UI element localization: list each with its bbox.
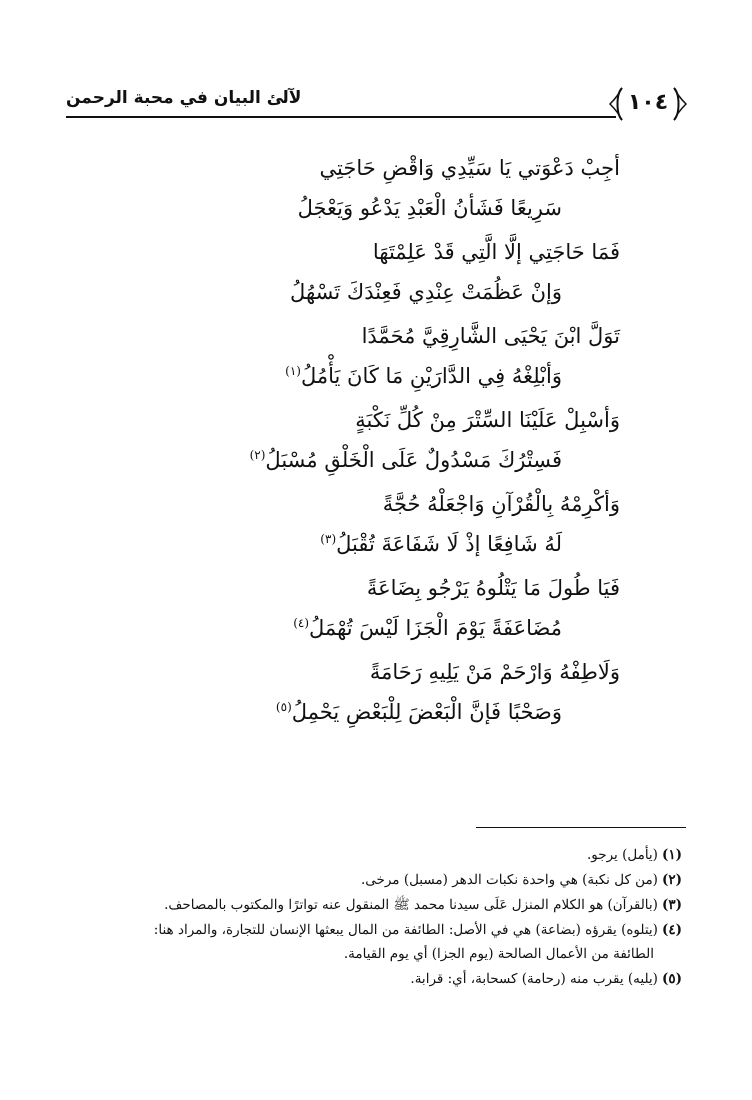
footnote-text: (يليه) يقرب منه (رحامة) كسحابة، أي: قرابة.: [410, 971, 658, 987]
verse-second-hemistich: [293, 610, 562, 646]
verse-second-hemistich: [290, 274, 562, 310]
footnote: [60, 893, 682, 917]
verse-first-hemistich: وَلَاطِفْهُ وَارْحَمْ مَنْ يَلِيهِ رَحَامَةً: [369, 660, 620, 684]
footnote-number: (٤): [661, 922, 682, 938]
verse: [70, 486, 620, 562]
footnote-continuation: الطائفة من الأعمال الصالحة (يوم الجزا) أي يوم القيامة.: [343, 946, 654, 962]
verse-second-hemistich: [276, 694, 562, 730]
footnote: [60, 918, 682, 966]
footnote-reference: (١): [285, 364, 301, 378]
verse-second-hemistich: [298, 190, 562, 226]
hemistich-text: فَسِتْرُكَ مَسْدُولٌ عَلَى الْخَلْقِ مُسْبَلُ: [265, 448, 562, 472]
footnote-text: (من كل نكبة) هي واحدة نكبات الدهر (مسبل) مرخى.: [360, 872, 658, 888]
footnote-number: (٣): [661, 897, 682, 913]
verse-second-hemistich: [320, 526, 562, 562]
hemistich-text: وَصَحْبًا فَإنَّ الْبَعْضَ لِلْبَعْضِ يَحْمِلُ: [291, 700, 562, 724]
verse-first-hemistich: فَمَا حَاجَتِي إلَّا الَّتِي قَدْ عَلِمْتَهَا: [372, 240, 620, 264]
footnote-number: (١): [661, 847, 682, 863]
footnote-text: (يتلوه) يقرؤه (بضاعة) هي في الأصل: الطائفة من المال يبعثها الإنسان للتجارة، والمراد هنا:: [153, 922, 658, 938]
footnote-separator: [476, 827, 686, 828]
footnote: [60, 843, 682, 867]
footnote-number: (٥): [661, 971, 682, 987]
footnote-text: (يأمل) يرجو.: [586, 847, 658, 863]
hemistich-text: وَأبْلِغْهُ فِي الدَّارَيْنِ مَا كَانَ يَأْمُلُ: [300, 364, 562, 388]
page-number-ornament: [608, 84, 688, 124]
verse-first-hemistich: أجِبْ دَعْوَتي يَا سَيِّدِي وَاقْضِ حَاجَتِي: [319, 156, 620, 180]
verse: [70, 654, 620, 730]
verse-first-hemistich: فَيَا طُولَ مَا يَتْلُوهُ يَرْجُو بِضَاعَةً: [366, 576, 620, 600]
poem: [70, 150, 620, 810]
header-rule: [66, 116, 616, 118]
page-number: ١٠٤: [627, 90, 669, 115]
verse: [70, 234, 620, 310]
verse-second-hemistich: [250, 442, 562, 478]
footnote-reference: (٣): [320, 532, 337, 546]
footnotes: [60, 843, 682, 992]
footnote: [60, 868, 682, 892]
hemistich-text: وَإنْ عَظُمَتْ عِنْدِي فَعِنْدَكَ تَسْهُلُ: [290, 280, 562, 304]
verse-first-hemistich: وَأسْبِلْ عَلَيْنَا السِّتْرَ مِنْ كُلِّ نَكْبَةٍ: [355, 408, 620, 432]
verse-first-hemistich: تَوَلَّ ابْنَ يَحْيَى الشَّارِقِيَّ مُحَمَّدًا: [361, 324, 620, 348]
footnote-text: (بالقرآن) هو الكلام المنزل عَلَى سيدنا محمد ﷺ المنقول عنه تواترًا والمكتوب بالمصاحف.: [164, 897, 658, 913]
hemistich-text: لَهُ شَافِعًا إذْ لَا شَفَاعَةَ تُقْبَلُ: [336, 532, 562, 556]
verse: [70, 150, 620, 226]
footnote-reference: (٢): [249, 448, 266, 462]
footnote-reference: (٥): [275, 700, 292, 714]
verse-second-hemistich: [285, 358, 562, 394]
footnote-number: (٢): [661, 872, 682, 888]
verse: [70, 402, 620, 478]
hemistich-text: مُضَاعَفَةً يَوْمَ الْجَزَا لَيْسَ تُهْمَلُ: [309, 616, 562, 640]
verse: [70, 570, 620, 646]
footnote: [60, 967, 682, 991]
running-header: [66, 84, 688, 128]
footnote-reference: (٤): [293, 616, 310, 630]
hemistich-text: سَرِيعًا فَشَأنُ الْعَبْدِ يَدْعُو وَيَعْجَلُ: [297, 196, 562, 220]
verse: [70, 318, 620, 394]
book-title: لآلئ البيان في محبة الرحمن: [66, 88, 302, 108]
verse-first-hemistich: وَأكْرِمْهُ بِالْقُرْآنِ وَاجْعَلْهُ حُجَّةً: [382, 492, 620, 516]
